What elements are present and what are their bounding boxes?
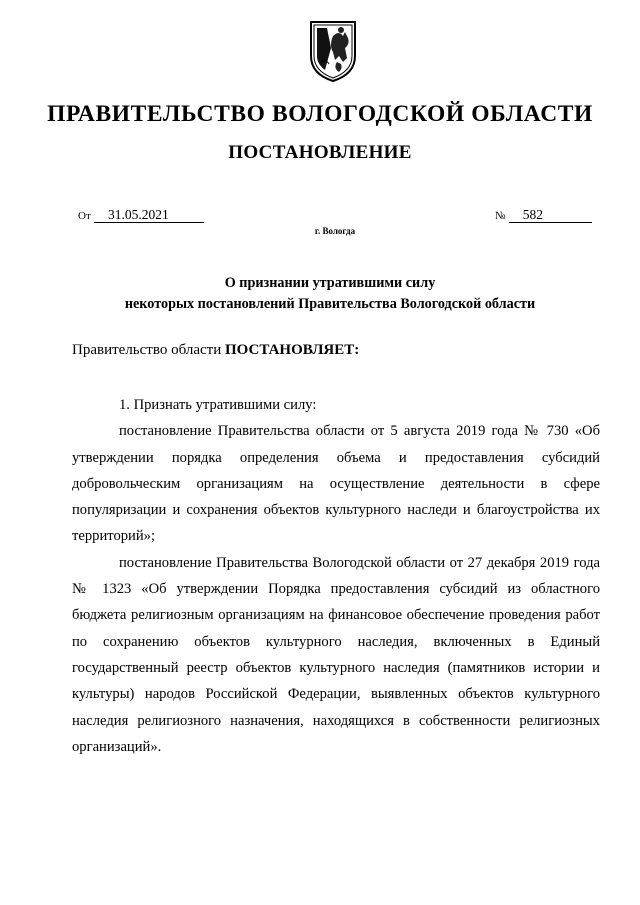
document-subject <box>60 273 600 315</box>
number-label: № <box>495 210 506 222</box>
number-value: 582 <box>509 208 592 223</box>
government-title: ПРАВИТЕЛЬСТВО ВОЛОГОДСКОЙ ОБЛАСТИ <box>47 101 593 127</box>
document-type: ПОСТАНОВЛЕНИЕ <box>228 142 412 163</box>
preamble-decree: ПОСТАНОВЛЯЕТ: <box>224 342 360 358</box>
subject-line-1: О признании утратившими силу <box>224 275 436 291</box>
body-paragraph-2: постановление Правительства Вологодской области от 27 декабря 2019 года № 1323 «Об утверждении Порядка предоставления субсидий из областного бюджета религиозным организациям на финансовое обеспечение проведения работ по сохранению объектов культурного наследия, включенных в Единый государственный реестр объектов культурного наследия (памятников истории и культуры) народов Российской Федерации, выявленных объектов культурного наследия религиозного назначения, находящихся в собственности религиозных организаций». <box>72 554 600 755</box>
item-1: 1. Признать утратившими силу: <box>119 397 317 413</box>
number-field <box>495 207 592 223</box>
city: г. Вологда <box>314 226 356 236</box>
subject-line-2: некоторых постановлений Правительства Вологодской области <box>124 296 536 312</box>
preamble <box>72 342 359 359</box>
date-field <box>78 207 204 223</box>
preamble-text: Правительство области <box>72 342 225 358</box>
document-body <box>72 392 600 760</box>
date-value: 31.05.2021 <box>94 208 204 223</box>
coat-of-arms-icon <box>303 18 363 84</box>
date-label: От <box>78 210 91 222</box>
body-paragraph-1: постановление Правительства области от 5 августа 2019 года № 730 «Об утверждении порядка определения объема и предоставления субсидий добровольческим организациям на осуществление деятельности в сфере популяризации и сохранения объектов культурного наследи и благоустройства их территорий»; <box>72 423 600 545</box>
